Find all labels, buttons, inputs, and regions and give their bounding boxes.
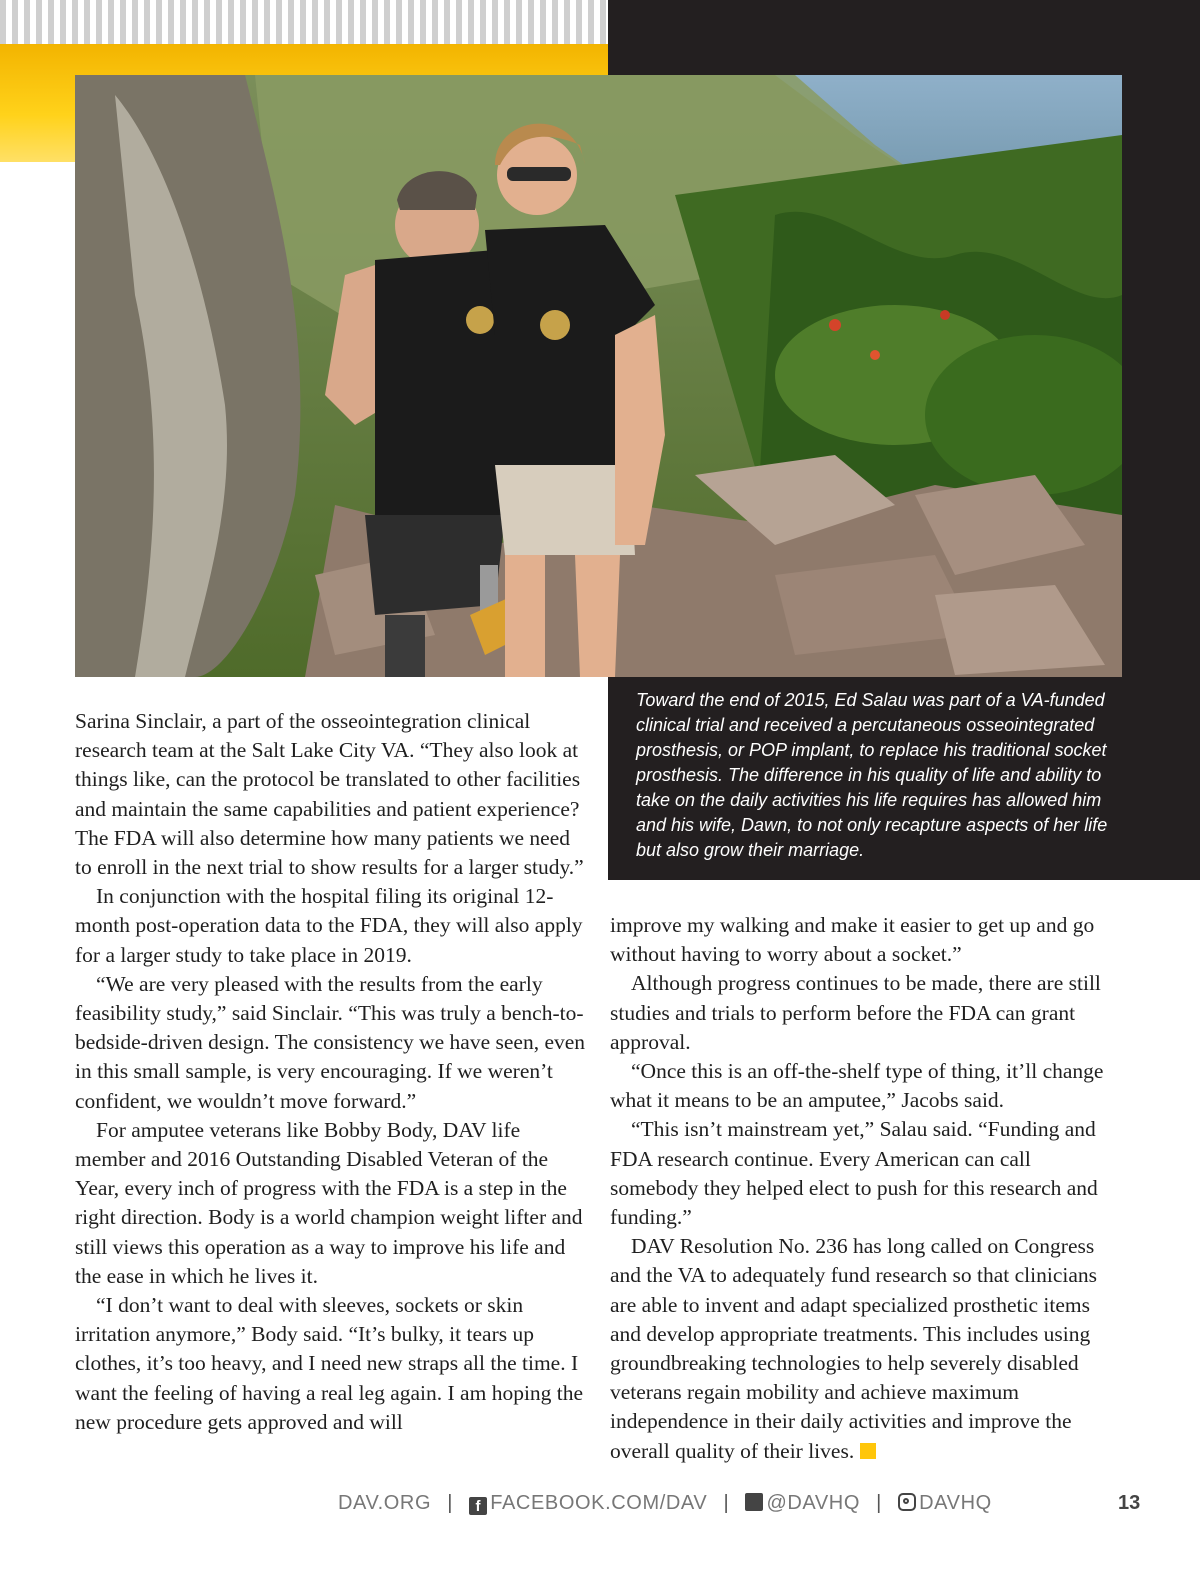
feature-photo xyxy=(75,75,1122,677)
article-column-left xyxy=(75,707,587,1437)
instagram-icon xyxy=(898,1493,916,1511)
end-mark-square xyxy=(860,1443,876,1459)
photo-caption: Toward the end of 2015, Ed Salau was part of a VA-funded clinical trial and received a percutaneous osseointegrated prosthesis, or POP implant, to replace his traditional socket prosthesis. The difference in his quality of life and ability to take on the daily activities his life requires has allowed him and his wife, Dawn, to not only recapture aspects of her life but also grow their marriage. xyxy=(636,690,1108,860)
paragraph: Sarina Sinclair, a part of the osseointegration clinical research team at the Salt Lake City VA. “They also look at things like, can the protocol be translated to other facilities and maintain the same capabilities and patient experience? The FDA will also determine how many patients we need to enroll in the next trial to show results for a larger study.” xyxy=(75,709,584,880)
paragraph: For amputee veterans like Bobby Body, DAV life member and 2016 Outstanding Disabled Veteran of the Year, every inch of progress with the FDA is a step in the right direction. Body is a world champion weight lifter and still views this operation as a way to improve his life and the ease in which he lives it. xyxy=(75,1117,583,1288)
article-column-right xyxy=(610,911,1122,1466)
site-link[interactable]: DAV.ORG xyxy=(338,1492,432,1514)
twitter-link[interactable]: @DAVHQ xyxy=(766,1492,860,1514)
footer-links xyxy=(338,1492,992,1515)
paragraph-final xyxy=(610,1232,1122,1466)
instagram-link[interactable]: DAVHQ xyxy=(919,1492,992,1514)
header-stripe-pattern xyxy=(0,0,608,44)
final-paragraph-text: DAV Resolution No. 236 has long called on Congress and the VA to adequately fund research so that clinicians are able to invent and adapt specialized prosthetic items and develop appropriate treatments. This includes using groundbreaking technologies to help severely disabled veterans regain mobility and achieve maximum independence in their daily activities and improve the overall quality of their lives. xyxy=(610,1234,1097,1463)
page-footer xyxy=(0,1490,1200,1520)
footer-separator: | xyxy=(876,1492,882,1514)
paragraph: “This isn’t mainstream yet,” Salau said. “Funding and FDA research continue. Every American can call somebody they helped elect to push for this research and funding.” xyxy=(610,1117,1098,1230)
paragraph: “We are very pleased with the results from the early feasibility study,” said Sinclair. “This was truly a bench-to-bedside-driven design. The consistency we have seen, even in this small sample, is very encouraging. If we weren’t confident, we wouldn’t move forward.” xyxy=(75,971,586,1113)
page-number: 13 xyxy=(1118,1492,1141,1514)
paragraph: “Once this is an off-the-shelf type of thing, it’ll change what it means to be an amputee,” Jacobs said. xyxy=(610,1059,1104,1113)
footer-separator: | xyxy=(723,1492,730,1514)
paragraph: Although progress continues to be made, there are still studies and trials to perform before the FDA can grant approval. xyxy=(610,971,1101,1054)
twitter-icon xyxy=(745,1493,763,1511)
footer-separator: | xyxy=(447,1492,454,1514)
paragraph: improve my walking and make it easier to get up and go without having to worry about a socket.” xyxy=(610,913,1095,967)
facebook-link[interactable]: FACEBOOK.COM/DAV xyxy=(490,1492,708,1514)
facebook-icon: f xyxy=(469,1497,487,1515)
paragraph: “I don’t want to deal with sleeves, sockets or skin irritation anymore,” Body said. “It’s bulky, it tears up clothes, it’s too heavy, and I need new straps all the time. I want the feeling of having a real leg again. I am hoping the new procedure gets approved and will xyxy=(75,1293,584,1434)
paragraph: In conjunction with the hospital filing its original 12-month post-operation data to the FDA, they will also apply for a larger study to take place in 2019. xyxy=(75,884,583,967)
